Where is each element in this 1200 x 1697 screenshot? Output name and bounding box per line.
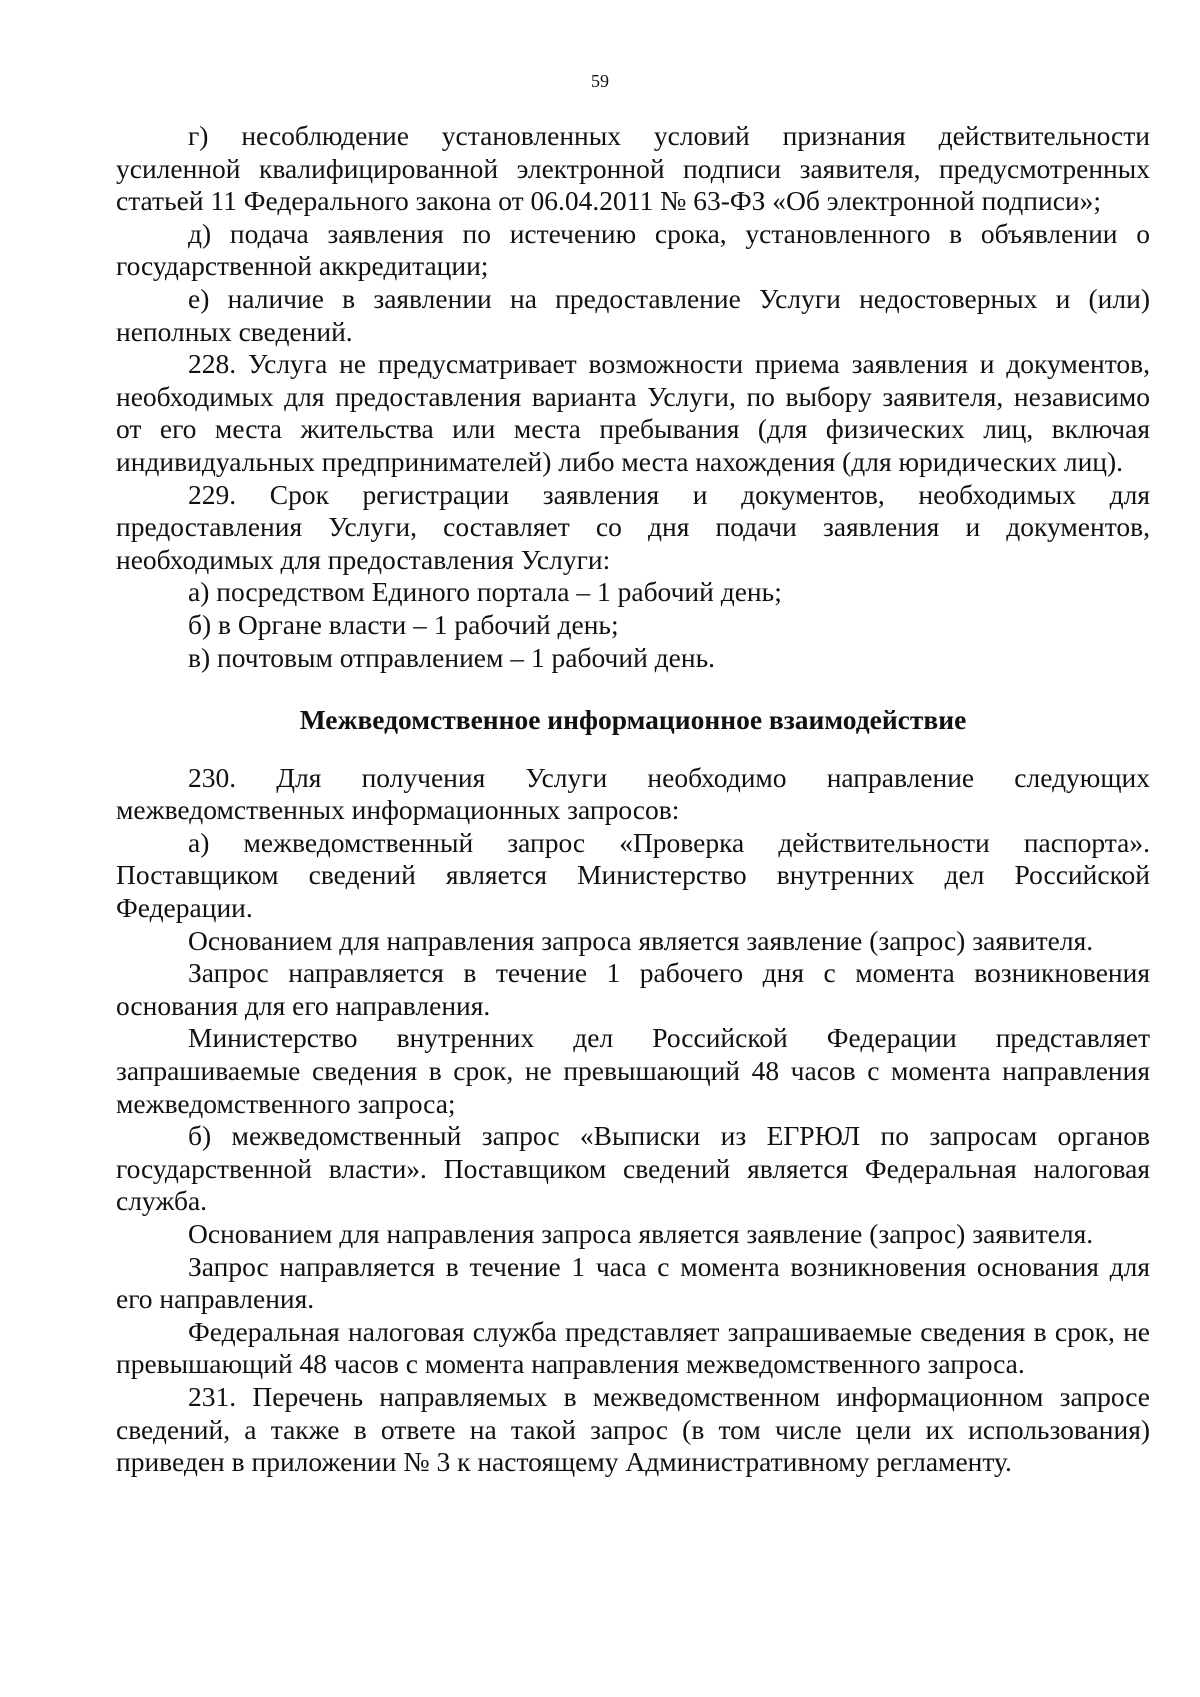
document-body xyxy=(116,120,1150,1479)
section-heading: Межведомственное информационное взаимодействие xyxy=(299,704,967,736)
paragraph-229: 229. Срок регистрации заявления и документов, необходимых для предоставления Услуги, составляет со дня подачи заявления и документов, необходимых для предоставления Услуги: xyxy=(116,478,1150,575)
paragraph-231: 231. Перечень направляемых в межведомственном информационном запросе сведений, а также в ответе на такой запрос (в том числе цели их использования) приведен в приложении № 3 к настоящему Административному регламенту. xyxy=(116,1380,1150,1478)
paragraph-a-passport-check: а) межведомственный запрос «Проверка действительности паспорта». Поставщиком сведений является Министерство внутренних дел Российской Федерации. xyxy=(116,826,1150,924)
paragraph-e-false-info: е) наличие в заявлении на предоставление Услуги недостоверных и (или) неполных сведений. xyxy=(116,282,1150,347)
paragraph-g-signature-validity: г) несоблюдение установленных условий признания действительности усиленной квалифицированной электронной подписи заявителя, предусмотренных статьей 11 Федерального закона от 06.04.2011 № 63-ФЗ «Об электронной подписи»; xyxy=(116,120,1150,217)
paragraph-228: 228. Услуга не предусматривает возможности приема заявления и документов, необходимых для предоставления варианта Услуги, по выбору заявителя, независимо от его места жительства или места пребывания (для физических лиц, включая индивидуальных предпринимателей) либо места нахождения (для юридических лиц). xyxy=(116,348,1150,477)
paragraph-request-timing-1: Запрос направляется в течение 1 рабочего дня с момента возникновения основания для его направления. xyxy=(116,957,1150,1021)
list-item-portal: а) посредством Единого портала – 1 рабочий день; xyxy=(188,576,782,608)
list-item-authority: б) в Органе власти – 1 рабочий день; xyxy=(188,608,619,640)
paragraph-basis-1: Основанием для направления запроса является заявление (запрос) заявителя. xyxy=(188,924,1094,956)
paragraph-basis-2: Основанием для направления запроса является заявление (запрос) заявителя. xyxy=(188,1218,1094,1249)
paragraph-b-egrul: б) межведомственный запрос «Выписки из ЕГРЮЛ по запросам органов государственной власти». Поставщиком сведений является Федеральная налоговая служба. xyxy=(116,1120,1150,1217)
list-item-post: в) почтовым отправлением – 1 рабочий день. xyxy=(188,641,715,673)
page-number: 59 xyxy=(591,71,609,91)
paragraph-mvd-response: Министерство внутренних дел Российской Федерации представляет запрашиваемые сведения в срок, не превышающий 48 часов с момента направления межведомственного запроса; xyxy=(116,1022,1150,1119)
paragraph-fns-response: Федеральная налоговая служба представляет запрашиваемые сведения в срок, не превышающий 48 часов с момента направления межведомственного запроса. xyxy=(116,1315,1150,1380)
paragraph-d-deadline: д) подача заявления по истечению срока, установленного в объявлении о государственной аккредитации; xyxy=(116,217,1150,282)
paragraph-request-timing-2: Запрос направляется в течение 1 часа с момента возникновения основания для его направления. xyxy=(116,1250,1150,1315)
paragraph-230: 230. Для получения Услуги необходимо направление следующих межведомственных информационных запросов: xyxy=(116,761,1150,826)
